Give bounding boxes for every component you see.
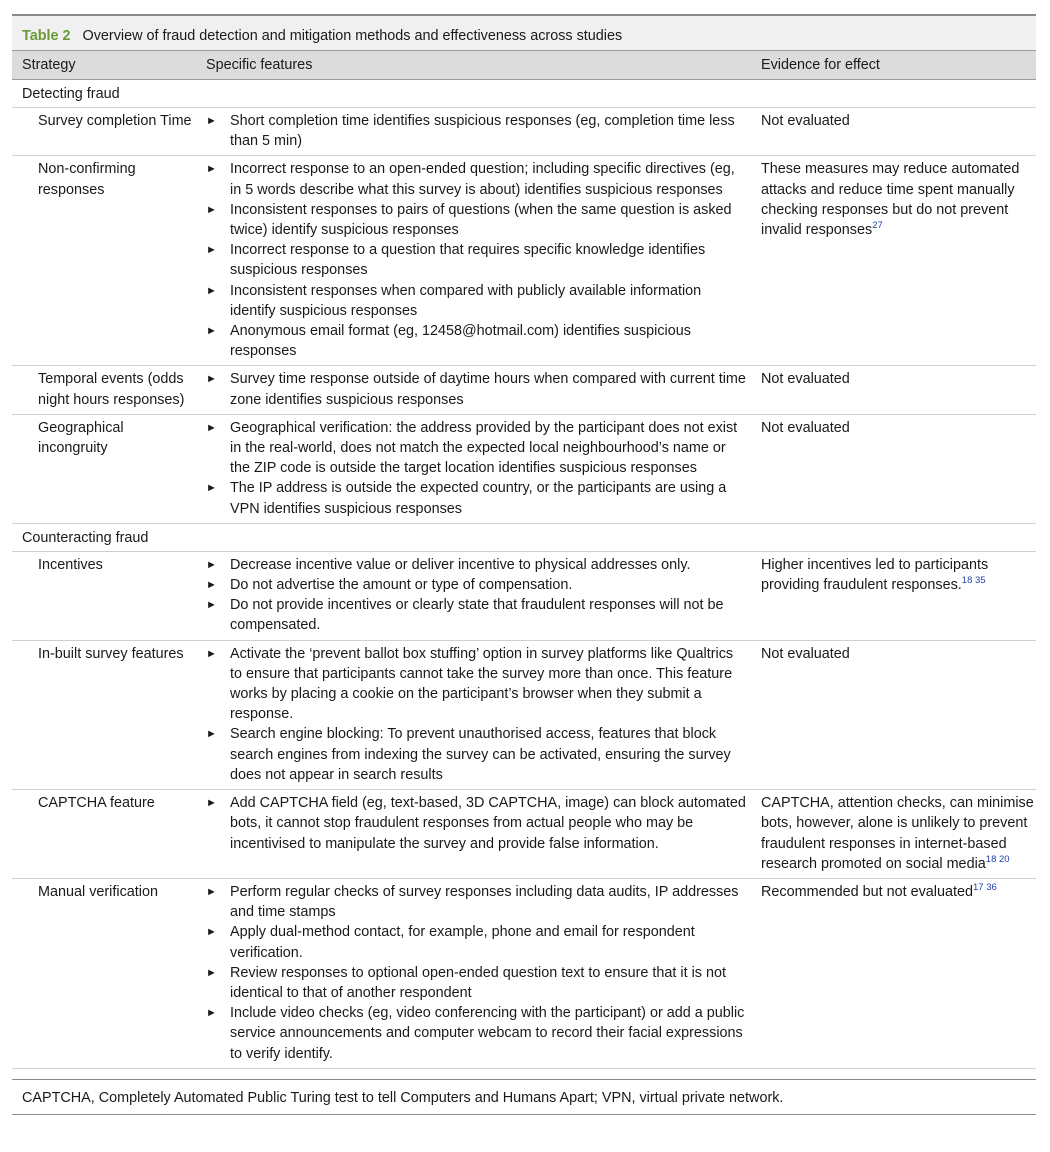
features-cell xyxy=(196,793,751,874)
triangle-bullet-icon: ► xyxy=(206,966,217,979)
strategy-cell: Temporal events (odds night hours responses) xyxy=(38,371,185,408)
table-row xyxy=(12,415,1036,524)
table-row xyxy=(12,879,1036,1069)
evidence-cell xyxy=(751,793,1036,874)
feature-text: Short completion time identifies suspicious responses (eg, completion time less than 5 min) xyxy=(230,113,735,150)
feature-item xyxy=(206,1003,747,1064)
fraud-methods-table xyxy=(12,14,1036,1115)
feature-text: Inconsistent responses when compared with publicly available information identify suspicious responses xyxy=(230,282,702,319)
feature-text: Add CAPTCHA field (eg, text-based, 3D CAPTCHA, image) can block automated bots, it cannot stop fraudulent responses from actual people who may be incentivised to manipulate the survey and provide false information. xyxy=(230,795,746,852)
strategy-cell: Survey completion Time xyxy=(38,113,192,129)
evidence-text: Not evaluated xyxy=(761,371,850,388)
citation-ref[interactable]: 18 35 xyxy=(961,575,986,587)
triangle-bullet-icon: ► xyxy=(206,421,217,434)
feature-text: Apply dual-method contact, for example, phone and email for respondent verification. xyxy=(230,924,695,961)
feature-text: Search engine blocking: To prevent unauthorised access, features that block search engines from indexing the survey can be activated, ensuring the survey does not appear in search results xyxy=(230,726,731,783)
feature-item xyxy=(206,644,747,725)
feature-text: Activate the ‘prevent ballot box stuffing’ option in survey platforms like Qualtrics to ensure that participants cannot take the survey more than once. This feature works by placing a cookie on the participant’s browser when they submit a response. xyxy=(230,645,734,723)
table-label: Table 2 xyxy=(22,28,71,44)
feature-text: Survey time response outside of daytime hours when compared with current time zone identifies suspicious responses xyxy=(230,371,746,408)
triangle-bullet-icon: ► xyxy=(206,482,217,495)
table-footnote: CAPTCHA, Completely Automated Public Turing test to tell Computers and Humans Apart; VPN, virtual private network. xyxy=(12,1079,1036,1115)
strategy-cell: In-built survey features xyxy=(38,645,184,662)
evidence-text: These measures may reduce automated attacks and reduce time spent manually checking responses but do not prevent invalid responses xyxy=(761,161,1020,239)
table-title: Overview of fraud detection and mitigation methods and effectiveness across studies xyxy=(82,28,623,44)
feature-text: Review responses to optional open-ended question text to ensure that it is not identical to that of another respondent xyxy=(230,964,726,1001)
feature-text: Include video checks (eg, video conferencing with the participant) or add a public service announcements and computer webcam to record their facial expressions to verify identify. xyxy=(230,1005,745,1062)
feature-text: Decrease incentive value or deliver incentive to physical addresses only. xyxy=(230,556,691,573)
triangle-bullet-icon: ► xyxy=(206,599,217,612)
header-strategy: Strategy xyxy=(22,57,76,73)
evidence-cell xyxy=(751,882,1036,1064)
triangle-bullet-icon: ► xyxy=(206,797,217,810)
section-heading: Detecting fraud xyxy=(12,80,1036,108)
evidence-text: Higher incentives led to participants providing fraudulent responses. xyxy=(761,556,989,594)
feature-text: Inconsistent responses to pairs of questions (when the same question is asked twice) identify suspicious responses xyxy=(230,201,732,239)
feature-text: Anonymous email format (eg, 12458@hotmail.com) identifies suspicious responses xyxy=(230,323,691,360)
feature-text: Do not provide incentives or clearly state that fraudulent responses will not be compensated. xyxy=(230,597,724,634)
evidence-text: Recommended but not evaluated xyxy=(761,883,974,900)
feature-item xyxy=(206,111,747,151)
table-body xyxy=(12,80,1036,1069)
triangle-bullet-icon: ► xyxy=(206,115,217,127)
feature-item xyxy=(206,882,747,922)
triangle-bullet-icon: ► xyxy=(206,1007,217,1020)
features-cell xyxy=(196,644,751,785)
feature-item xyxy=(206,159,747,199)
table-row xyxy=(12,108,1036,156)
section-heading: Counteracting fraud xyxy=(12,524,1036,552)
feature-item xyxy=(206,963,747,1003)
feature-item xyxy=(206,922,747,962)
feature-item xyxy=(206,793,747,854)
strategy-cell: Manual verification xyxy=(38,883,158,900)
triangle-bullet-icon: ► xyxy=(206,284,217,297)
evidence-cell xyxy=(751,159,1036,361)
feature-text: Incorrect response to a question that requires specific knowledge identifies suspicious responses xyxy=(230,242,706,279)
triangle-bullet-icon: ► xyxy=(206,558,217,571)
table-row xyxy=(12,156,1036,366)
triangle-bullet-icon: ► xyxy=(206,163,217,176)
triangle-bullet-icon: ► xyxy=(206,203,217,216)
feature-item xyxy=(206,555,747,575)
triangle-bullet-icon: ► xyxy=(206,647,217,660)
triangle-bullet-icon: ► xyxy=(206,926,217,939)
feature-item xyxy=(206,281,747,321)
header-evidence: Evidence for effect xyxy=(761,57,880,73)
features-cell xyxy=(196,159,751,361)
feature-item xyxy=(206,321,747,361)
feature-item xyxy=(206,240,747,280)
feature-item xyxy=(206,200,747,240)
triangle-bullet-icon: ► xyxy=(206,579,217,592)
evidence-cell xyxy=(751,555,1036,636)
triangle-bullet-icon: ► xyxy=(206,373,217,386)
table-row xyxy=(12,552,1036,641)
strategy-cell: Non-confirming responses xyxy=(38,161,136,198)
triangle-bullet-icon: ► xyxy=(206,325,217,338)
strategy-cell: CAPTCHA feature xyxy=(38,795,155,812)
feature-item xyxy=(206,724,747,785)
features-cell xyxy=(196,555,751,636)
feature-item xyxy=(206,478,747,518)
table-caption xyxy=(12,14,1036,50)
table-row xyxy=(12,366,1036,414)
features-cell xyxy=(196,111,751,151)
table-header-row xyxy=(12,50,1036,80)
features-cell xyxy=(196,882,751,1064)
feature-text: The IP address is outside the expected country, or the participants are using a VPN identifies suspicious responses xyxy=(230,480,727,517)
feature-text: Geographical verification: the address provided by the participant does not exist in the real-world, does not match the expected local neighbourhood’s name or the ZIP code is outside the target location identifies suspicious responses xyxy=(230,419,738,477)
triangle-bullet-icon: ► xyxy=(206,885,217,898)
evidence-cell xyxy=(751,644,1036,785)
evidence-cell xyxy=(751,369,1036,409)
feature-text: Perform regular checks of survey responses including data audits, IP addresses and time stamps xyxy=(230,883,739,921)
feature-item xyxy=(206,595,747,635)
features-cell xyxy=(196,369,751,409)
feature-text: Do not advertise the amount or type of compensation. xyxy=(230,577,573,594)
strategy-cell: Geographical incongruity xyxy=(38,419,124,457)
features-cell xyxy=(196,418,751,519)
header-features: Specific features xyxy=(206,57,313,73)
evidence-text: Not evaluated xyxy=(761,419,850,436)
feature-item xyxy=(206,575,747,595)
strategy-cell: Incentives xyxy=(38,556,103,573)
citation-ref[interactable]: 27 xyxy=(872,220,883,232)
triangle-bullet-icon: ► xyxy=(206,244,217,257)
citation-ref[interactable]: 18 20 xyxy=(985,853,1010,865)
feature-item xyxy=(206,418,747,479)
feature-text: Incorrect response to an open-ended question; including specific directives (eg, in 5 words describe what this survey is about) identifies suspicious responses xyxy=(230,161,735,198)
evidence-text: Not evaluated xyxy=(761,645,850,662)
feature-item xyxy=(206,369,747,409)
table-row xyxy=(12,641,1036,790)
evidence-cell xyxy=(751,111,1036,151)
evidence-cell xyxy=(751,418,1036,519)
evidence-text: CAPTCHA, attention checks, can minimise bots, however, alone is unlikely to prevent fraudulent responses in internet-based research promoted on social media xyxy=(761,795,1034,872)
evidence-text: Not evaluated xyxy=(761,113,850,129)
table-row xyxy=(12,790,1036,879)
triangle-bullet-icon: ► xyxy=(206,728,217,741)
citation-ref[interactable]: 17 36 xyxy=(973,882,997,894)
